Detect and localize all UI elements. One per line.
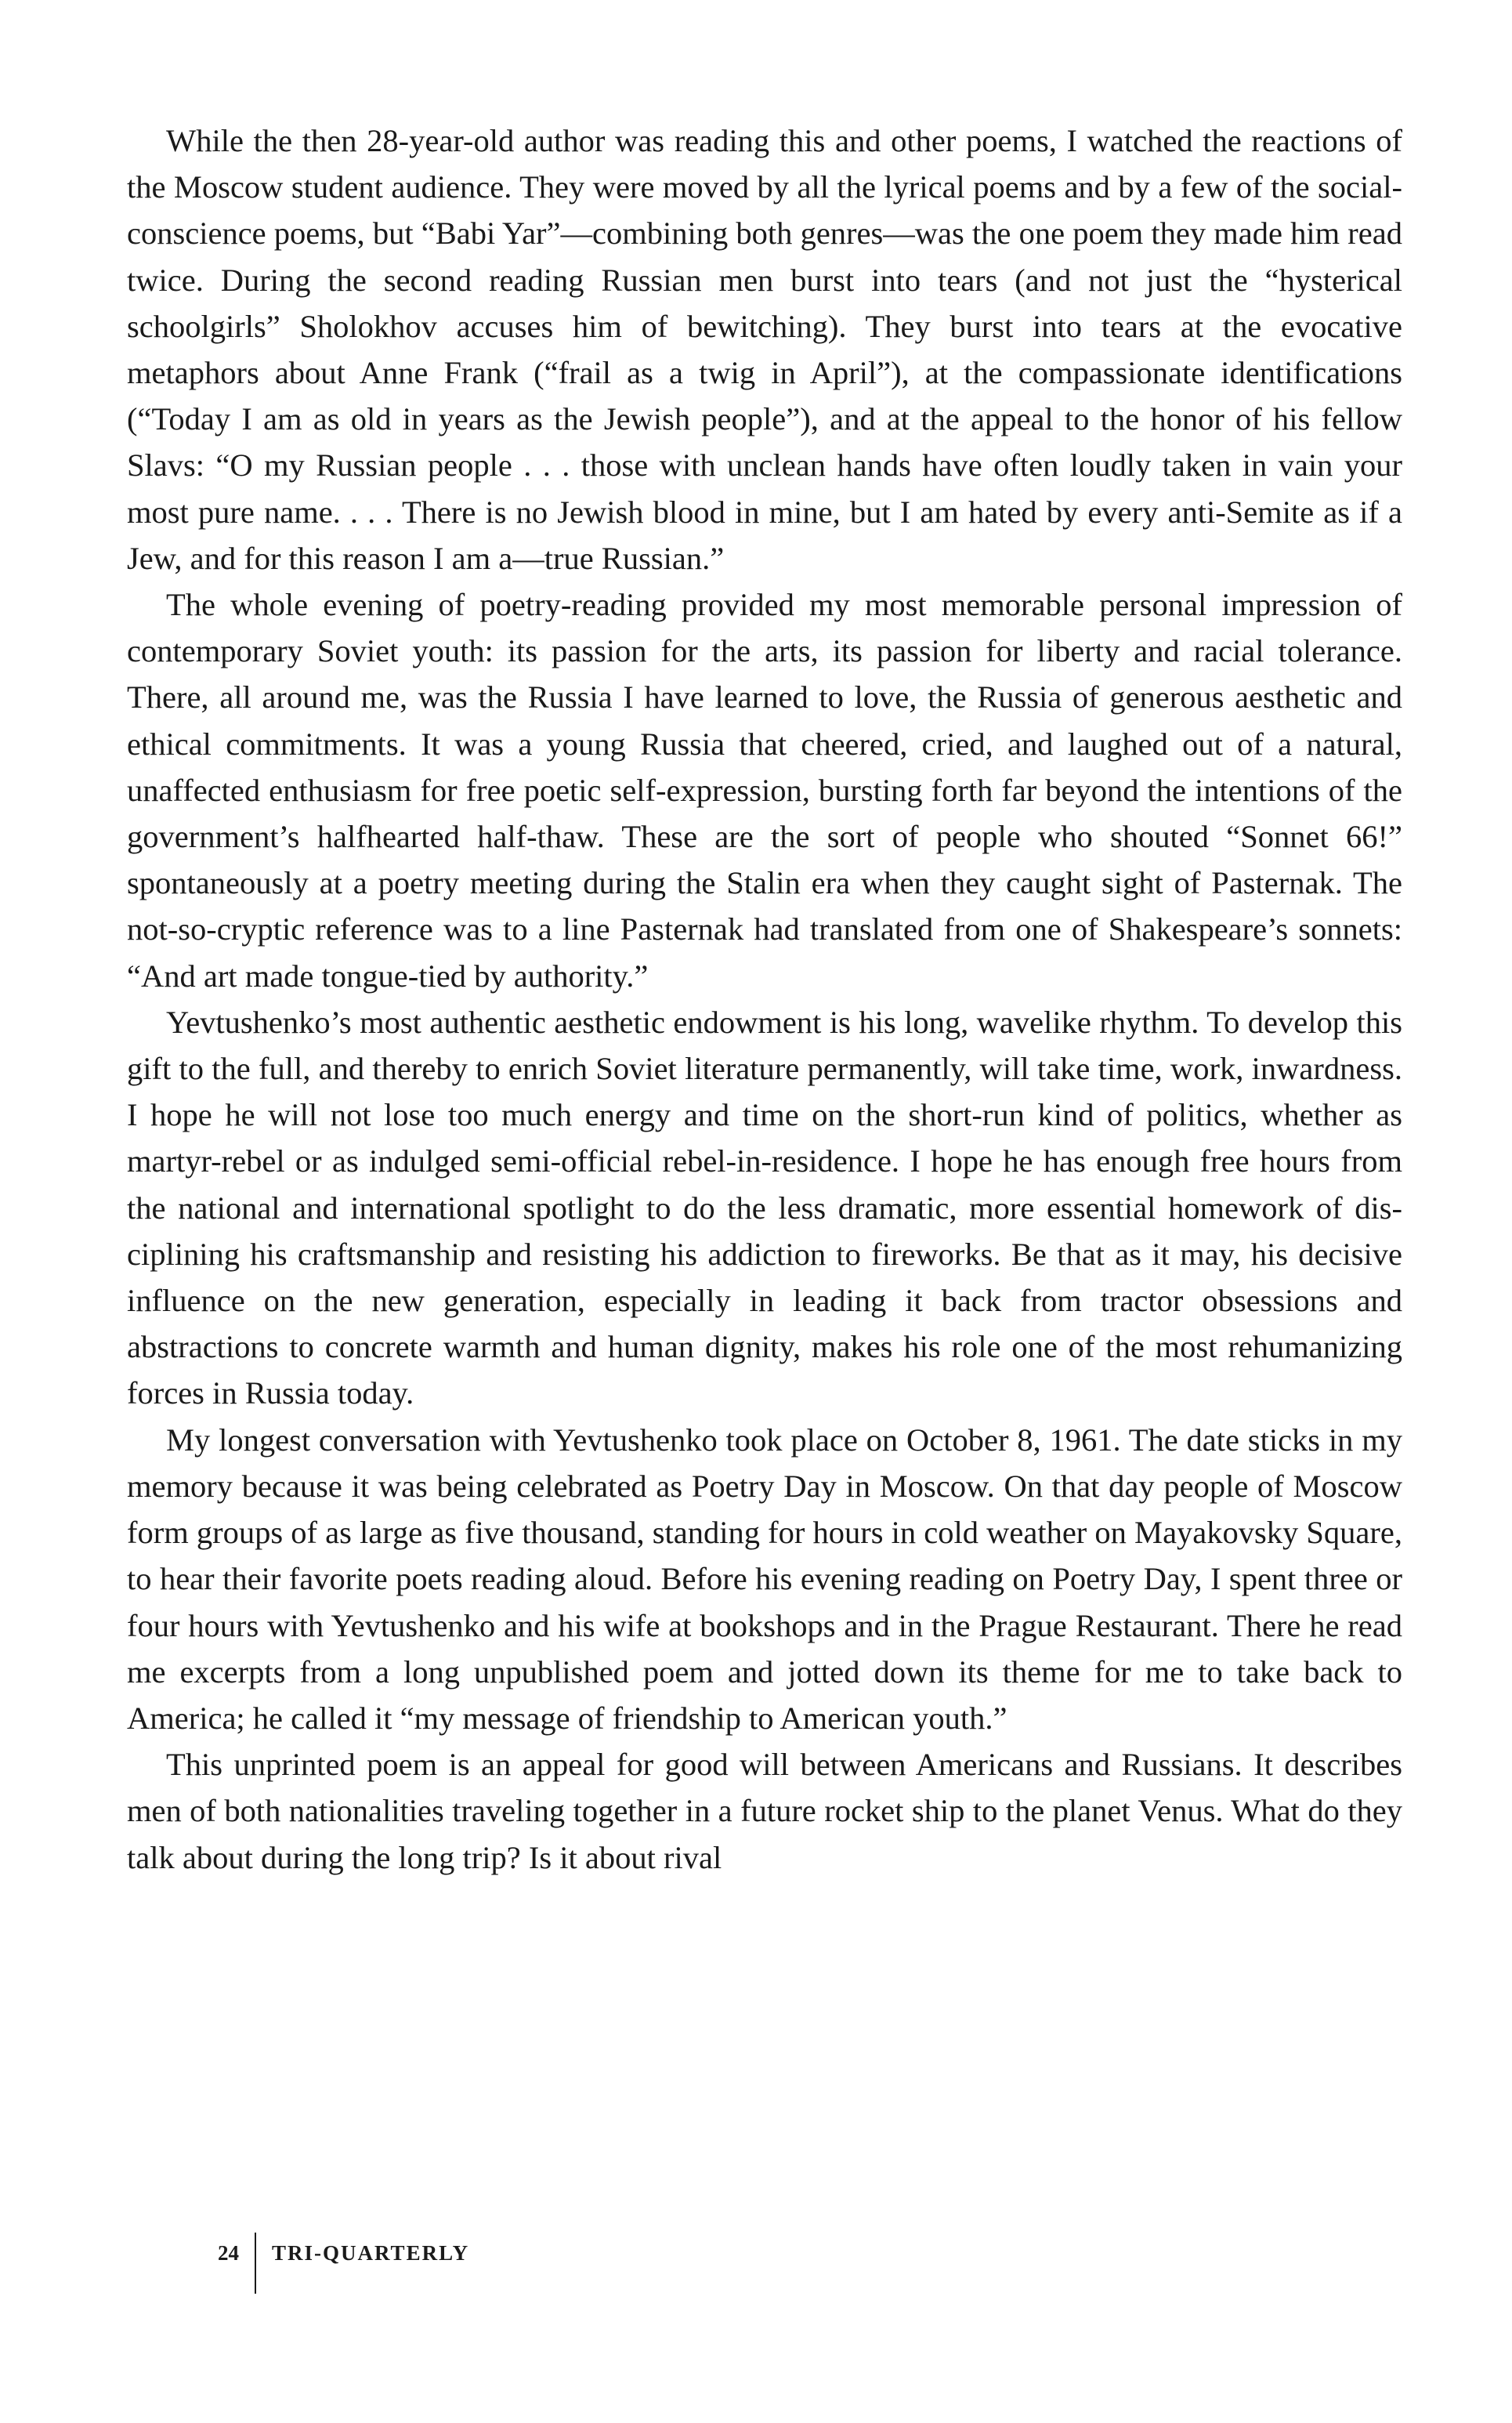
paragraph-2: The whole evening of poetry-reading provided my most memorable personal impression of contemporary Soviet youth: its passion for the arts, its passion for liberty and racial tolerance. There, all around me, was the Russia I have learned to love, the Russia of generous aesthetic and ethical commitments. It was a young Russia that cheered, cried, and laughed out of a natural, unaffected enthusiasm for free poetic self-expression, bursting forth far beyond the intentions of the government’s halfhearted half-thaw. These are the sort of people who shouted “Sonnet 66!” spontaneously at a poetry meeting during the Stalin era when they caught sight of Pasternak. The not-so-cryptic reference was to a line Pasternak had translated from one of Shakespeare’s sonnets: “And art made tongue-tied by authority.” [127, 587, 1402, 994]
page-number: 24 [218, 2241, 239, 2265]
paragraph-1: While the then 28-year-old author was reading this and other poems, I watched the reactions of the Moscow student audience. They were moved by all the lyrical poems and by a few of the social-conscience poems, but “Babi Yar”—combining both genres—was the one poem they made him read twice. During the second reading Russian men burst into tears (and not just the “hysterical schoolgirls” Sholokhov accuses him of bewitching). They burst into tears at the evocative metaphors about Anne Frank (“frail as a twig in April”), at the compassionate identifications (“Today I am as old in years as the Jewish people”), and at the appeal to the honor of his fellow Slavs: “O my Russian people . . . those with unclean hands have often loudly taken in vain your most pure name. . . . There is no Jewish blood in mine, but I am hated by every anti-Semite as if a Jew, and for this reason I am a—true Russian.” [127, 123, 1402, 576]
page-body [127, 118, 1402, 1881]
journal-name: TRI-QUARTERLY [272, 2241, 470, 2265]
paragraph-3: Yevtushenko’s most authentic aesthetic endowment is his long, wavelike rhythm. To develop this gift to the full, and thereby to enrich Soviet literature permanently, will take time, work, inwardness. I hope he will not lose too much energy and time on the short-run kind of politics, whether as martyr-rebel or as indulged semi-official rebel-in-residence. I hope he has enough free hours from the national and international spotlight to do the less dramatic, more essential homework of dis-ciplining his craftsmanship and resisting his addiction to fireworks. Be that as it may, his decisive influence on the new generation, especially in leading it back from tractor obsessions and abstractions to concrete warmth and human dignity, makes his role one of the most rehumanizing forces in Russia today. [127, 1004, 1402, 1411]
paragraph-4: My longest conversation with Yevtushenko took place on October 8, 1961. The date sticks in my memory because it was being celebrated as Poetry Day in Moscow. On that day people of Moscow form groups of as large as five thousand, standing for hours in cold weather on Mayakovsky Square, to hear their favorite poets reading aloud. Before his evening reading on Poetry Day, I spent three or four hours with Yevtushenko and his wife at bookshops and in the Prague Restaurant. There he read me excerpts from a long unpublished poem and jotted down its theme for me to take back to America; he called it “my message of friendship to American youth.” [127, 1422, 1402, 1736]
page-footer [218, 2232, 469, 2294]
paragraph-5: This unprinted poem is an appeal for good will between Americans and Russians. It describes men of both nationalities traveling together in a future rocket ship to the planet Venus. What do they talk about during the long trip? Is it about rival [127, 1747, 1402, 1875]
